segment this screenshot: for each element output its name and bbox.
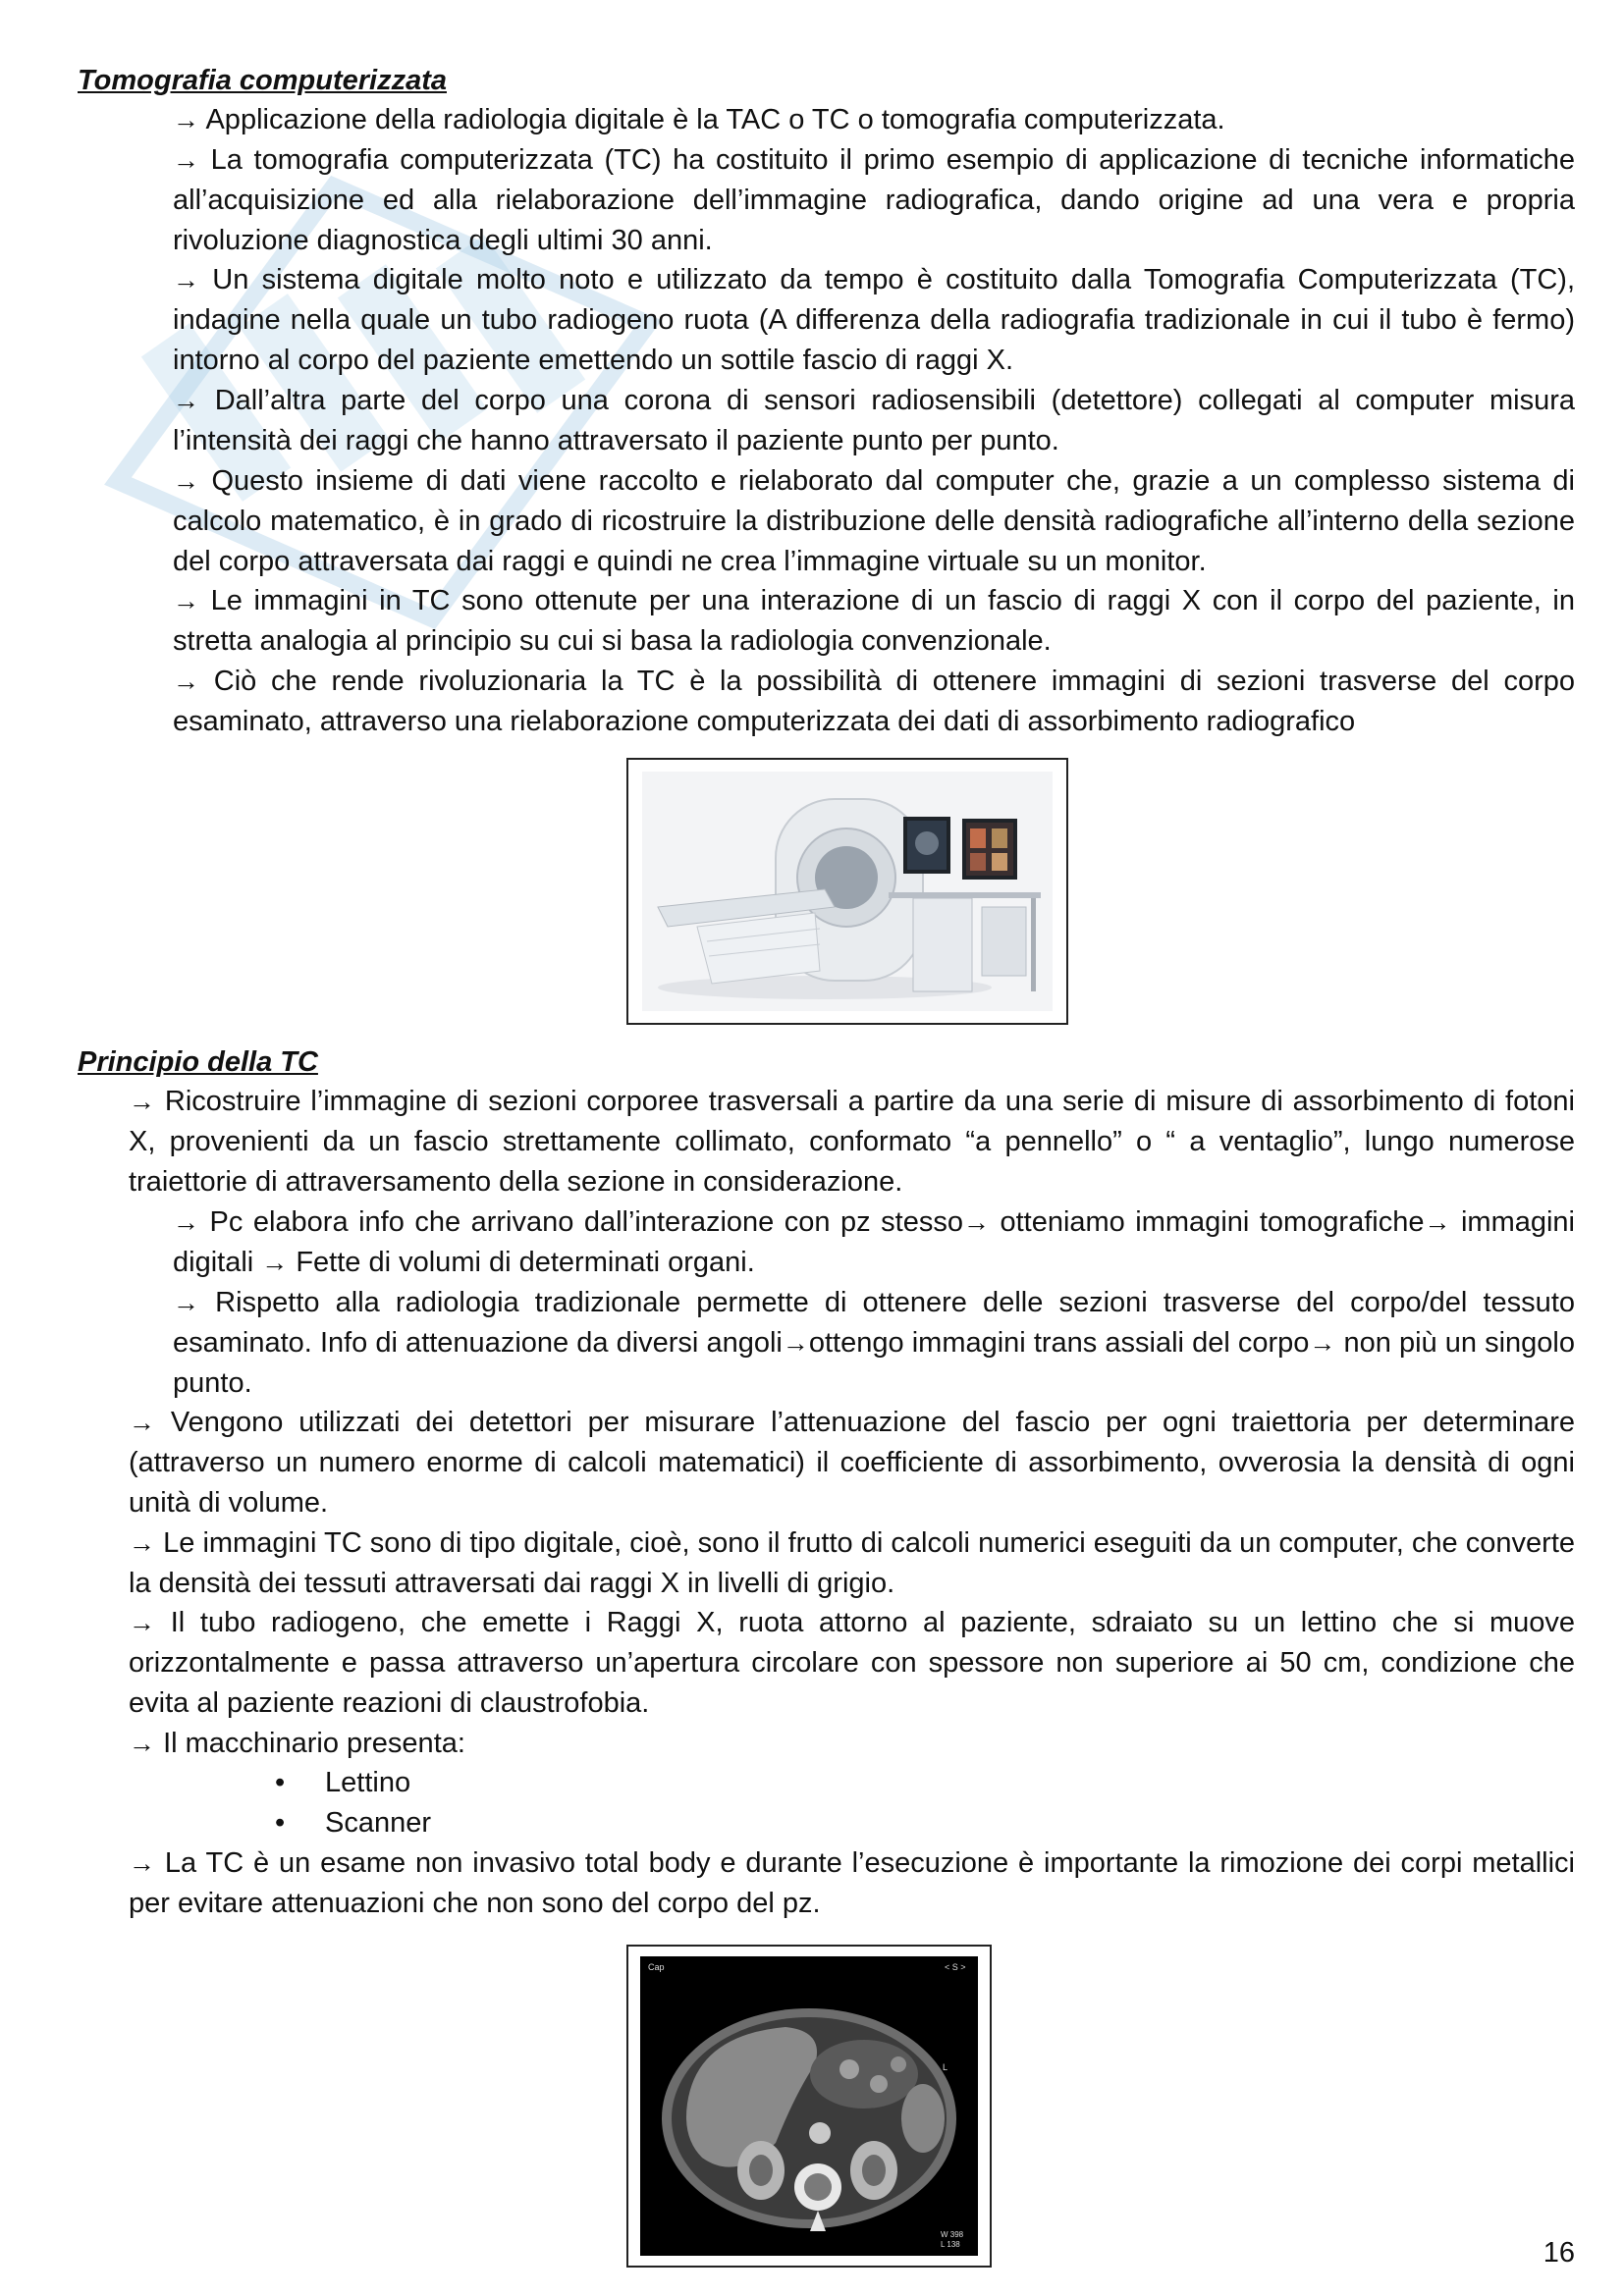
paragraph	[173, 662, 1575, 742]
paragraph-text: immagini digitali	[173, 1206, 1575, 1278]
paragraph-text: Il macchinario presenta:	[163, 1728, 465, 1759]
arrow-right-icon: →	[173, 105, 199, 134]
arrow-right-icon: →	[173, 145, 199, 175]
list-item	[0, 1763, 1624, 1802]
paragraph-text: Un sistema digitale molto noto e utilizzato da tempo è costituito dalla Tomografia Computerizzata (TC), indagine nella quale un tubo radiogeno ruota (A differenza della radiografia tradizionale in cui il tubo è fermo) intorno al corpo del paziente emettendo un sottile fascio di raggi X.	[173, 264, 1575, 376]
list-item	[0, 1803, 1624, 1842]
paragraph-text: Questo insieme di dati viene raccolto e rielaborato dal computer che, grazie a un complesso sistema di calcolo matematico, è in grado di ricostruire la distribuzione delle densità radiografiche all’interno della sezione del corpo attraversata dai raggi e quindi ne crea l’immagine virtuale su un monitor.	[173, 465, 1575, 577]
bullet-icon: •	[275, 1807, 286, 1839]
paragraph-text: La TC è un esame non invasivo total body e durante l’esecuzione è importante la rimozione dei corpi metallici per evitare attenuazioni che non sono del corpo del pz.	[129, 1847, 1575, 1919]
arrow-right-icon: →	[1309, 1327, 1336, 1358]
paragraph-text: Il tubo radiogeno, che emette i Raggi X, ruota attorno al paziente, sdraiato su un lettino che si muove orizzontalmente e passa attraverso un’apertura circolare con spessore non superiore ai 50 cm, condizione che evita al paziente reazioni di claustrofobia.	[129, 1607, 1575, 1719]
paragraph	[173, 381, 1575, 461]
paragraph	[129, 1523, 1575, 1604]
paragraph-text: Dall’altra parte del corpo una corona di sensori radiosensibili (detettore) collegati al computer misura l’intensità dei raggi che hanno attraversato il paziente punto per punto.	[173, 385, 1576, 456]
paragraph-text: Ciò che rende rivoluzionaria la TC è la possibilità di ottenere immagini di sezioni trasverse del corpo esaminato, attraverso una rielaborazione computerizzata dei dati di assorbimento radiografico	[173, 666, 1575, 737]
arrow-right-icon: →	[173, 586, 199, 615]
arrow-right-icon: →	[173, 265, 199, 294]
paragraph-text: Vengono utilizzati dei detettori per misurare l’attenuazione del fascio per ogni traiettoria per determinare (attraverso un numero enorme di calcoli matematici) il coefficiente di assorbimento, ovverosia la densità di ogni unità di volume.	[129, 1407, 1575, 1519]
arrow-right-icon: →	[1424, 1207, 1451, 1237]
scan-label-level: L 138	[941, 2240, 960, 2249]
paragraph	[129, 1843, 1575, 1924]
paragraph-text: Fette di volumi di determinati organi.	[296, 1246, 755, 1278]
paragraph-text: Rispetto alla radiologia tradizionale permette di ottenere delle sezioni trasverse del corpo/del tessuto esaminato. Info di attenuazione da diversi angoli	[173, 1287, 1575, 1359]
paragraph	[173, 260, 1575, 380]
ct-axial-scan-image	[628, 1947, 990, 2266]
paragraph-text: Applicazione della radiologia digitale è la TAC o TC o tomografia computerizzata.	[205, 104, 1225, 135]
paragraph	[129, 1403, 1575, 1522]
arrow-right-icon: →	[173, 386, 199, 415]
arrow-right-icon: →	[173, 1288, 199, 1317]
section-heading-tomografia: Tomografia computerizzata	[78, 65, 447, 96]
list-item-text: Lettino	[325, 1767, 411, 1798]
scan-label-top-right: < S >	[945, 1962, 966, 1972]
paragraph-text: Le immagini in TC sono ottenute per una interazione di un fascio di raggi X con il corpo del paziente, in stretta analogia al principio su cui si basa la radiologia convenzionale.	[173, 585, 1576, 657]
paragraph	[173, 461, 1575, 581]
paragraph	[129, 1082, 1575, 1201]
paragraph-text: otteniamo immagini tomografiche	[1000, 1206, 1425, 1238]
paragraph	[173, 140, 1575, 260]
arrow-right-icon: →	[129, 1528, 155, 1558]
paragraph-text: Ricostruire l’immagine di sezioni corporee trasversali a partire da una serie di misure di assorbimento di fotoni X, provenienti da un fascio strettamente collimato, conformato “a pennello” o “ a ventaglio”, lungo numerose traiettorie di attraversamento della sezione in considerazione.	[129, 1086, 1575, 1198]
paragraph-text: Pc elabora info che arrivano dall’interazione con pz stesso	[209, 1206, 963, 1238]
paragraph	[173, 1202, 1575, 1283]
paragraph-text: Le immagini TC sono di tipo digitale, cioè, sono il frutto di calcoli numerici eseguiti da un computer, che converte la densità dei tessuti attraversati dai raggi X in livelli di grigio.	[129, 1527, 1575, 1599]
arrow-right-icon: →	[129, 1848, 155, 1878]
paragraph-text: non più un singolo punto.	[173, 1326, 1576, 1399]
arrow-right-icon: →	[962, 1207, 990, 1237]
arrow-right-icon: →	[173, 466, 199, 496]
section-heading-principio: Principio della TC	[78, 1046, 318, 1078]
list-item-text: Scanner	[325, 1807, 432, 1839]
ct-scanner-figure	[626, 758, 1068, 1025]
paragraph	[173, 1283, 1575, 1403]
arrow-right-icon: →	[173, 1207, 199, 1237]
paragraph-text: ottengo immagini trans assiali del corpo	[808, 1326, 1310, 1359]
paragraph	[173, 100, 1575, 140]
page-number: 16	[1543, 2237, 1575, 2269]
arrow-right-icon: →	[782, 1327, 809, 1358]
arrow-right-icon: →	[173, 667, 199, 696]
bullet-icon: •	[275, 1767, 286, 1798]
paragraph	[129, 1603, 1575, 1723]
paragraph	[173, 581, 1575, 662]
paragraph-text: La tomografia computerizzata (TC) ha costituito il primo esempio di applicazione di tecniche informatiche all’acquisizione ed alla rielaborazione dell’immagine radiografica, dando origine ad una vera e propria rivoluzione diagnostica degli ultimi 30 anni.	[173, 144, 1575, 256]
scan-label-window: W 398	[941, 2230, 964, 2239]
ct-scanner-image	[628, 760, 1066, 1023]
arrow-right-icon: →	[129, 1087, 155, 1116]
arrow-right-icon: →	[261, 1247, 289, 1277]
arrow-right-icon: →	[129, 1608, 155, 1637]
arrow-right-icon: →	[129, 1729, 155, 1758]
scan-label-top-left: Cap	[648, 1962, 665, 1972]
arrow-right-icon: →	[129, 1408, 155, 1437]
ct-scan-figure	[626, 1945, 992, 2268]
scan-label-side: L	[943, 2062, 948, 2072]
paragraph	[129, 1724, 1575, 1764]
